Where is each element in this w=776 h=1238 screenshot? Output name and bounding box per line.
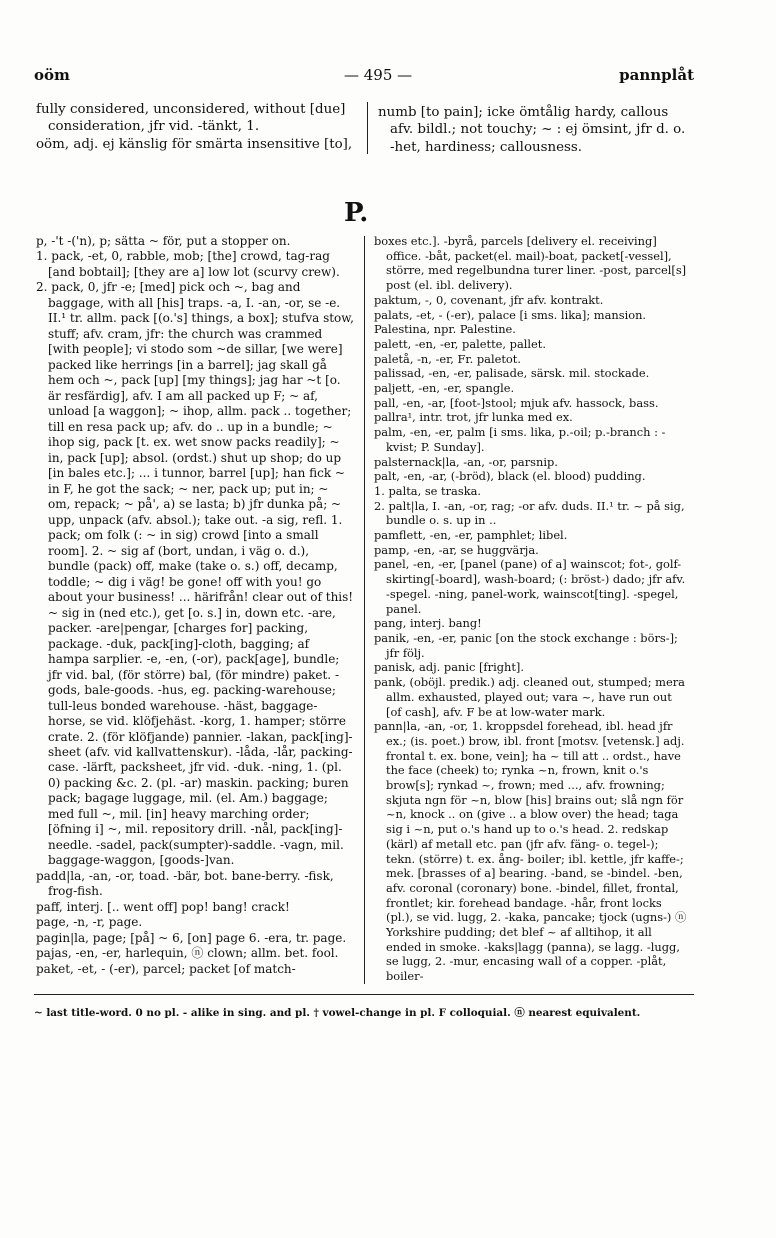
dictionary-entry: pagin|la, page; [på] ~ 6, [on] page 6. -era, tr. page.: [36, 930, 347, 945]
dictionary-entry: p, -'t -('n), p; sätta ~ för, put a stopper on.: [36, 234, 291, 248]
dictionary-entry: boxes etc.]. -byrå, parcels [delivery el. receiving] office. -båt, packet(el. mail)-boat, packet[-vessel], större, med regelbundna turer liner. -post, parcel[s] post (el. ibl. delivery).: [374, 234, 687, 293]
dictionary-entry: palsternack|la, -an, -or, parsnip.: [374, 454, 558, 469]
dictionary-entry: oöm, adj. ej känslig för smärta insensitive [to],: [36, 136, 353, 152]
dictionary-entry: 2. palt|la, I. -an, -or, rag; -or afv. duds. II.¹ tr. ~ på sig, bundle o. s. up in ..: [374, 498, 685, 528]
left-column: [36, 234, 354, 977]
right-column: [374, 234, 690, 984]
dictionary-entry: panel, -en, -er, [panel (pane) of a] wainscot; fot-, golf- skirting[-board], wash-board; (: bröst-) dado; jfr afv. -spegel. -ning, panel-work, wainscot[ting]. -spegel, panel.: [374, 557, 686, 616]
dictionary-entry: pajas, -en, -er, harlequin, ⓝ clown; allm. bet. fool.: [36, 946, 339, 961]
dictionary-entry: palissad, -en, -er, palisade, särsk. mil. stockade.: [374, 366, 650, 381]
dictionary-entry: pamp, -en, -ar, se huggvärja.: [374, 542, 539, 557]
top-right-column: [378, 104, 688, 156]
dictionary-entry: 1. pack, -et, 0, rabble, mob; [the] crowd, tag-rag [and bobtail]; [they are a] low lot (scurvy crew).: [36, 249, 340, 279]
dictionary-entry: pamflett, -en, -er, pamphlet; libel.: [374, 528, 568, 543]
dictionary-entry: numb [to pain]; icke ömtålig hardy, callous afv. bildl.; not touchy; ~ : ej ömsint, jfr d. o. -het, hardiness; callousness.: [378, 105, 686, 155]
dictionary-entry: pallra¹, intr. trot, jfr lunka med ex.: [374, 410, 573, 425]
dictionary-entry: Palestina, npr. Palestine.: [374, 322, 516, 337]
dictionary-entry: pang, interj. bang!: [374, 616, 482, 631]
dictionary-entry: palt, -en, -ar, (-bröd), black (el. blood) pudding.: [374, 469, 646, 484]
dictionary-entry: pann|la, -an, -or, 1. kroppsdel forehead, ibl. head jfr ex.; (is. poet.) brow, ibl. front [motsv. [vetensk.] adj. frontal t. ex. bone, vein]; ha ~ till att .. ordst., have the face (cheek) to; rynka ~n, frown, knit o.'s brow[s]; rynkad ~, frown; med ..., afv. frowning; skjuta ngn för ~n, blow [his] brains out; slå ngn för ~n, knock .. on (give .. a blow over) the head; taga sig i ~n, put o.'s hand up to o.'s head. 2. redskap (kärl) af metall etc. pan (jfr afv. fäng- o. tegel-); tekn. (större) t. ex. ång- boiler; ibl. kettle, jfr kaffe-; mek. [brasses of a] bearing. -band, se -bindel. -ben, afv. coronal (coronary) bone. -bindel, fillet, frontal, frontlet; kir. forehead bandage. -hår, front locks (pl.), se vid. lugg, 2. -kaka, pancake; tjock (ugns-) ⓝ Yorkshire pudding; det blef ~ af alltihop, it all ended in smoke. -kaks|lagg (panna), se lagg. -lugg, se lugg, 2. -mur, encasing wall of a copper. -plåt, boiler-: [374, 719, 687, 984]
dictionary-entry: palett, -en, -er, palette, pallet.: [374, 336, 546, 351]
dictionary-entry: page, -n, -r, page.: [36, 915, 143, 930]
dictionary-entry: pall, -en, -ar, [foot-]stool; mjuk afv. hassock, bass.: [374, 395, 659, 410]
section-letter: P.: [344, 198, 369, 228]
dictionary-entry: paljett, -en, -er, spangle.: [374, 381, 515, 396]
header-left-word: oöm: [34, 66, 70, 84]
dictionary-entry: paket, -et, - (-er), parcel; packet [of match-: [36, 961, 296, 976]
dictionary-entry: 1. palta, se traska.: [374, 483, 482, 498]
dictionary-entry: 2. pack, 0, jfr -e; [med] pick och ~, bag and baggage, with all [his] traps. -a, I. -an, -or, se -e. II.¹ tr. allm. pack [(o.'s] things, a box]; stufva stow, stuff; afv. cram, jfr: the church was crammed [with people]; vi stodo som ~de sillar, [we were] packed like herrings [in a barrel]; jag skall gå hem och ~, pack [up] [my things]; jag har ~t [o. är resfärdig], afv. I am all packed up F; ~ af, unload [a waggon]; ~ ihop, allm. pack .. together; till en resa pack up; afv. do .. up in a bundle; ~ ihop sig, pack [t. ex. wet snow packs readily]; ~ in, pack [up]; absol. (ordst.) shut up shop; do up [in bales etc.]; ... i tunnor, barrel [up]; han fick ~ in F, he got the sack; ~ ner, pack up; put in; ~ om, repack; ~ på', a) se lasta; b) jfr dunka på; ~ upp, unpack (afv. absol.); take out. -a sig, refl. 1. pack; om folk (: ~ in sig) crowd [into a small room]. 2. ~ sig af (bort, undan, i väg o. d.), bundle (pack) off, make (take o. s.) off, decamp, toddle; ~ dig i väg! be gone! off with you! go about your business! ... härifrån! clear out of this! ~ sig in (ned etc.), get [o. s.] in, down etc. -are, packer. -are|pengar, [charges for] packing, package. -duk, pack[ing]-cloth, bagging; af hampa sarplier. -e, -en, (-or), pack[age], bundle; jfr vid. bal, (för större) bal, (för mindre) paket. -gods, bale-goods. -hus, eg. packing-warehouse; tull-leus bonded warehouse. -häst, baggage-horse, se vid. klöfjehäst. -korg, 1. hamper; större crate. 2. (för klöfjande) pannier. -lakan, pack[ing]-sheet (afv. vid kallvattenskur). -låda, -lår, packing-case. -lärft, packsheet, jfr vid. -duk. -ning, 1. (pl. 0) packing &c. 2. (pl. -ar) maskin. packing; buren pack; bagage luggage, mil. (el. Am.) baggage; med full ~, mil. [in] heavy marching order; [öfning i] ~, mil. repository drill. -nål, pack[ing]-needle. -sadel, pack(sumpter)-saddle. -vagn, mil. baggage-waggon, [goods-]van.: [36, 280, 354, 868]
top-left-column: [36, 101, 362, 153]
running-header: [34, 66, 694, 86]
header-right-word: pannplåt: [619, 66, 694, 84]
dictionary-entry: paff, interj. [.. went off] pop! bang! crack!: [36, 899, 290, 914]
dictionary-entry: fully considered, unconsidered, without [due] consideration, jfr vid. -tänkt, 1.: [36, 102, 346, 135]
page-number: — 495 —: [344, 66, 413, 84]
dictionary-entry: pank, (oböjl. predik.) adj. cleaned out, stumped; mera allm. exhausted, played out; vara ~, have run out [of cash], afv. F be at low-water mark.: [374, 675, 685, 719]
dictionary-entry: paletå, -n, -er, Fr. paletot.: [374, 351, 521, 366]
column-divider: [367, 102, 368, 154]
footer-rule: [34, 994, 694, 995]
dictionary-entry: panisk, adj. panic [fright].: [374, 660, 524, 675]
abbreviation-key: ~ last title-word. 0 no pl. - alike in sing. and pl. † vowel-change in pl. F colloquial. ⓝ nearest equivalent.: [34, 1007, 641, 1019]
dictionary-entry: paktum, -, 0, covenant, jfr afv. kontrakt.: [374, 292, 604, 307]
dictionary-entry: palats, -et, - (-er), palace [i sms. lika]; mansion.: [374, 307, 647, 322]
dictionary-entry: panik, -en, -er, panic [on the stock exchange : börs-]; jfr följ.: [374, 630, 678, 660]
dictionary-entry: padd|la, -an, -or, toad. -bär, bot. bane-berry. -fisk, frog-fish.: [36, 868, 334, 899]
column-divider: [364, 236, 365, 984]
dictionary-entry: palm, -en, -er, palm [i sms. lika, p.-oil; p.-branch : -kvist; P. Sunday].: [374, 425, 666, 454]
